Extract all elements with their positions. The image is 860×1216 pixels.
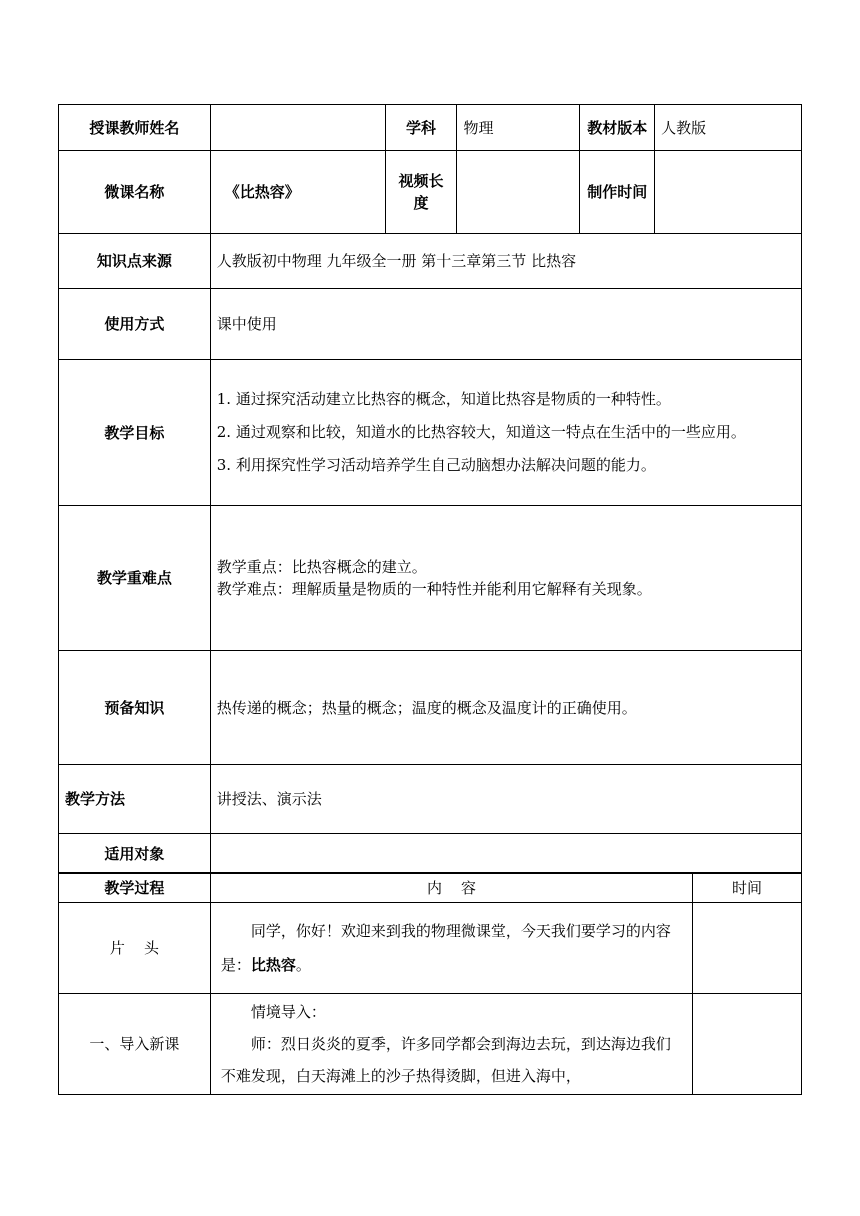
usage-value: 课中使用 (210, 289, 801, 360)
col-process: 教学过程 (59, 873, 211, 903)
intro-time (693, 903, 802, 994)
made-time-label: 制作时间 (580, 151, 655, 234)
difficult-point: 教学难点：理解质量是物质的一种特性并能利用它解释有关现象。 (216, 580, 652, 598)
source-value: 人教版初中物理 九年级全一册 第十三章第三节 比热容 (210, 234, 801, 289)
intro-label: 片 头 (59, 903, 211, 994)
table-row (59, 506, 802, 651)
info-table (58, 104, 802, 874)
audience-value (210, 834, 801, 874)
table-row (59, 289, 802, 360)
source-label: 知识点来源 (59, 234, 211, 289)
key-cell (210, 506, 801, 651)
goals-cell (210, 360, 801, 506)
goals-label: 教学目标 (59, 360, 211, 506)
teacher-value (210, 105, 385, 151)
table-row (59, 360, 802, 506)
table-row (59, 105, 802, 151)
table-row (59, 765, 802, 834)
lead-text: 师：烈日炎炎的夏季，许多同学都会到海边去玩，到达海边我们不难发现，白天海滩上的沙子热得烫脚，但进入海中， (220, 1035, 671, 1085)
made-time-value (655, 151, 802, 234)
teacher-label: 授课教师姓名 (59, 105, 211, 151)
process-table (58, 872, 802, 1095)
prior-value: 热传递的概念；热量的概念；温度的概念及温度计的正确使用。 (210, 651, 801, 765)
course-value: 《比热容》 (210, 151, 385, 234)
lead-cell (210, 994, 692, 1095)
lead-label: 一、导入新课 (59, 994, 211, 1095)
intro-text: 同学，你好！欢迎来到我的物理微课堂，今天我们要学习的内容是： (220, 922, 671, 974)
video-length-label: 视频长度 (385, 151, 457, 234)
usage-label: 使用方式 (59, 289, 211, 360)
subject-value: 物理 (457, 105, 580, 151)
prior-label: 预备知识 (59, 651, 211, 765)
intro-bold: 比热容 (250, 956, 296, 974)
intro-end: 。 (295, 956, 311, 974)
table-row (59, 994, 802, 1095)
table-row (59, 234, 802, 289)
key-label: 教学重难点 (59, 506, 211, 651)
goal-item: 3. 利用探究性学习活动培养学生自己动脑想办法解决问题的能力。 (216, 456, 656, 474)
audience-label: 适用对象 (59, 834, 211, 874)
table-row (59, 151, 802, 234)
col-content: 内 容 (210, 873, 692, 903)
lead-time (693, 994, 802, 1095)
key-point: 教学重点：比热容概念的建立。 (216, 558, 427, 576)
course-label: 微课名称 (59, 151, 211, 234)
subject-label: 学科 (385, 105, 457, 151)
lead-title: 情境导入： (250, 1003, 326, 1021)
method-value: 讲授法、演示法 (210, 765, 801, 834)
col-time: 时间 (693, 873, 802, 903)
table-row (59, 651, 802, 765)
video-length-value (457, 151, 580, 234)
table-row (59, 834, 802, 874)
edition-value: 人教版 (655, 105, 802, 151)
intro-paragraph (221, 914, 682, 982)
goal-item: 1. 通过探究活动建立比热容的概念，知道比热容是物质的一种特性。 (216, 390, 671, 408)
intro-cell (210, 903, 692, 994)
table-row (59, 873, 802, 903)
goal-item: 2. 通过观察和比较，知道水的比热容较大，知道这一特点在生活中的一些应用。 (216, 423, 746, 441)
table-row (59, 903, 802, 994)
edition-label: 教材版本 (580, 105, 655, 151)
method-label: 教学方法 (59, 765, 211, 834)
